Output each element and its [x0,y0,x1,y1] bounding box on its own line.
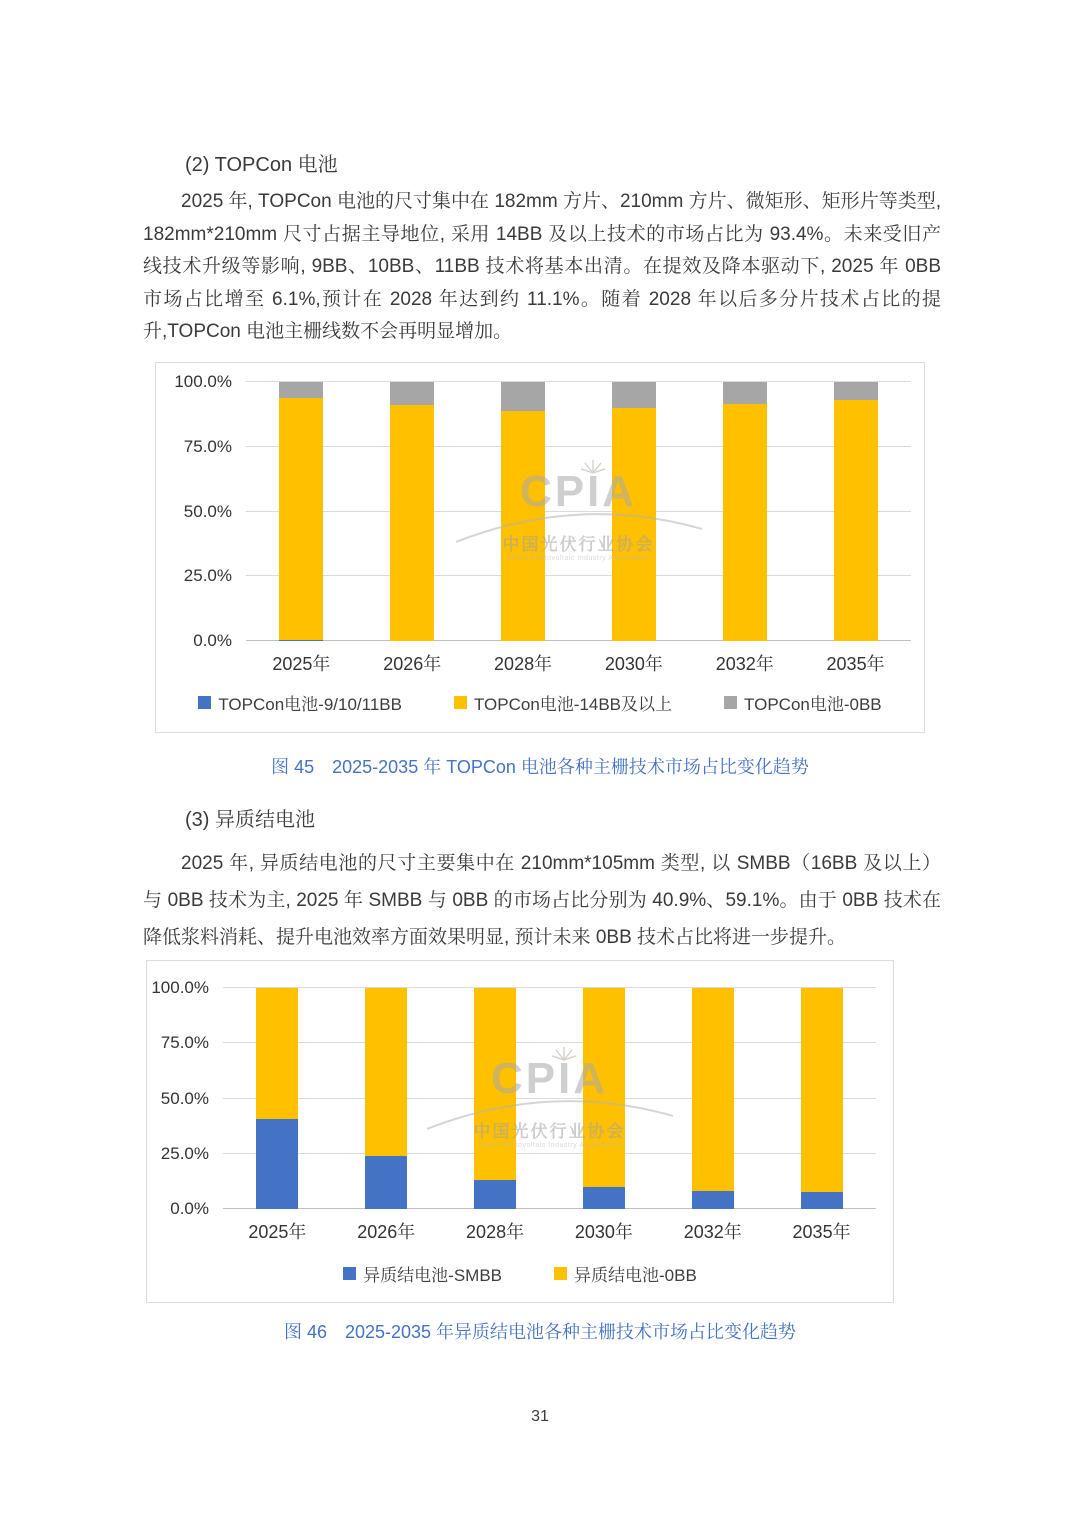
legend-label: TOPCon电池-14BB及以上 [473,695,673,714]
bar-segment [279,640,323,641]
y-tick-label: 0.0% [193,631,232,650]
y-tick-label: 100.0% [151,978,209,997]
bar-segment [801,988,843,1192]
stacked-bar [474,988,516,1209]
bar-segment [723,382,767,404]
watermark-org-name-en: China Photovoltaic Industry Association [478,1141,621,1149]
bar-segment [279,382,323,398]
bar-segment [612,408,656,641]
watermark-org-name-cn: 中国光伏行业协会 [473,1121,626,1141]
bar-segment [256,988,298,1119]
paragraph-hjt: 2025 年, 异质结电池的尺寸主要集中在 210mm*105mm 类型, 以 SMBB（16BB 及以上）与 0BB 技术为主, 2025 年 SMBB 与 0BB 的市场占比分别为 40.9%、59.1%。由于 0BB 技术在降低浆料消耗、提升电池效率方面效果明显, 预计未来 0BB 技术占比将进一步提升。 [143,853,941,948]
figure-45-caption [0,753,1080,779]
stacked-bar [501,382,545,641]
legend-swatch [198,696,211,709]
legend [147,1261,893,1286]
bar-segment [834,382,878,400]
bar-segment [365,988,407,1156]
bar-segment [501,382,545,411]
y-tick-label: 75.0% [160,1033,209,1053]
bar-segment [583,988,625,1187]
stacked-bar [279,382,323,641]
figure-45-label: 图 45 [271,757,315,777]
stacked-bar [692,988,734,1209]
x-tick-label: 2025年 [248,1222,307,1242]
bar-segment [801,1192,843,1209]
bar-segment [390,405,434,641]
cpia-logo-text: CPIA [519,466,638,516]
legend-swatch [724,696,737,709]
bar-segment [692,988,734,1191]
paragraph-topcon: 2025 年, TOPCon 电池的尺寸集中在 182mm 方片、210mm 方片、微矩形、矩形片等类型, 182mm*210mm 尺寸占据主导地位, 采用 14BB 及以上技术的市场占比为 93.4%。未来受旧产线技术升级等影响, 9BB、10BB、11BB 技术将基本出清。在提效及降本驱动下, 2025 年 0BB 市场占比增至 6.1%,预计在 2028 年达到约 11.1%。随着 2028 年以后多分片技术占比的提升,TOPCon 电池主栅线数不会再明显增加。 [143,191,941,342]
legend-item [724,690,882,715]
bar-segment [612,382,656,408]
bar-column [549,988,658,1209]
legend-swatch [554,1267,567,1280]
watermark-org-name-en: China Photovoltaic Industry Association [507,554,650,562]
stacked-bar [801,988,843,1209]
bars [223,988,876,1209]
bar-column [800,382,911,641]
figure-46-title: 2025-2035 年异质结电池各种主栅技术市场占比变化趋势 [344,1322,797,1342]
legend-label: TOPCon电池-9/10/11BB [218,695,402,714]
bar-segment [501,411,545,641]
bar-segment [474,1180,516,1209]
page-number: 31 [531,1408,549,1425]
bar-column [468,382,579,641]
stacked-bar [612,382,656,641]
stacked-bar [723,382,767,641]
plot-area [246,382,911,641]
figure-46-label: 图 46 [283,1322,327,1342]
bars [246,382,911,641]
chart-hjt-busbar-share [146,960,894,1303]
section-heading-topcon: (2) TOPCon 电池 [185,154,338,176]
x-tick-label: 2032年 [683,1222,742,1242]
x-axis-labels [246,650,911,676]
y-tick-label: 0.0% [170,1199,209,1218]
bar-segment [692,1191,734,1209]
y-tick-label: 50.0% [160,1088,209,1108]
y-tick-label: 25.0% [183,566,232,586]
y-tick-label: 100.0% [174,372,232,391]
legend-item [454,690,672,715]
legend-label: TOPCon电池-0BB [744,695,882,714]
x-tick-label: 2035年 [792,1222,851,1242]
stacked-bar [834,382,878,641]
y-tick-label: 25.0% [160,1143,209,1163]
x-tick-label: 2035年 [826,654,885,674]
x-tick-label: 2028年 [466,1222,525,1242]
legend-item [554,1261,697,1286]
bar-column [223,988,332,1209]
x-tick-label: 2025年 [272,654,331,674]
stacked-bar [365,988,407,1209]
legend-label: 异质结电池-SMBB [363,1266,503,1285]
plot-area [223,988,876,1209]
bar-column [332,988,441,1209]
stacked-bar [256,988,298,1209]
bar-segment [256,1119,298,1209]
y-tick-label: 75.0% [183,436,232,456]
legend-item [198,690,402,715]
y-axis-labels [147,978,215,1218]
bar-column [578,382,689,641]
figure-46-caption [0,1318,1080,1344]
bar-column [689,382,800,641]
bar-column [441,988,550,1209]
legend-swatch [343,1267,356,1280]
bar-column [357,382,468,641]
bar-segment [365,1156,407,1209]
bar-segment [474,988,516,1180]
x-tick-label: 2026年 [357,1222,416,1242]
bar-segment [390,382,434,405]
figure-45-title: 2025-2035 年 TOPCon 电池各种主栅技术市场占比变化趋势 [332,757,809,777]
legend-label: 异质结电池-0BB [574,1266,697,1285]
y-tick-label: 50.0% [183,501,232,521]
bar-segment [279,398,323,640]
bar-column [658,988,767,1209]
watermark-org-name-cn: 中国光伏行业协会 [502,534,655,554]
bar-column [767,988,876,1209]
x-axis-labels [223,1218,876,1244]
x-tick-label: 2030年 [574,1222,633,1242]
bar-segment [834,400,878,641]
x-tick-label: 2032年 [715,654,774,674]
y-axis-labels [156,372,238,650]
cpia-logo-text: CPIA [490,1053,609,1103]
stacked-bar [390,382,434,641]
bar-segment [583,1187,625,1209]
legend-swatch [454,696,467,709]
bar-column [246,382,357,641]
legend [156,690,924,715]
section-heading-hjt: (3) 异质结电池 [185,809,315,831]
bar-segment [723,404,767,641]
chart-topcon-busbar-share [155,362,925,733]
x-tick-label: 2026年 [383,654,442,674]
x-tick-label: 2028年 [494,654,553,674]
x-tick-label: 2030年 [604,654,663,674]
legend-item [343,1261,502,1286]
stacked-bar [583,988,625,1209]
